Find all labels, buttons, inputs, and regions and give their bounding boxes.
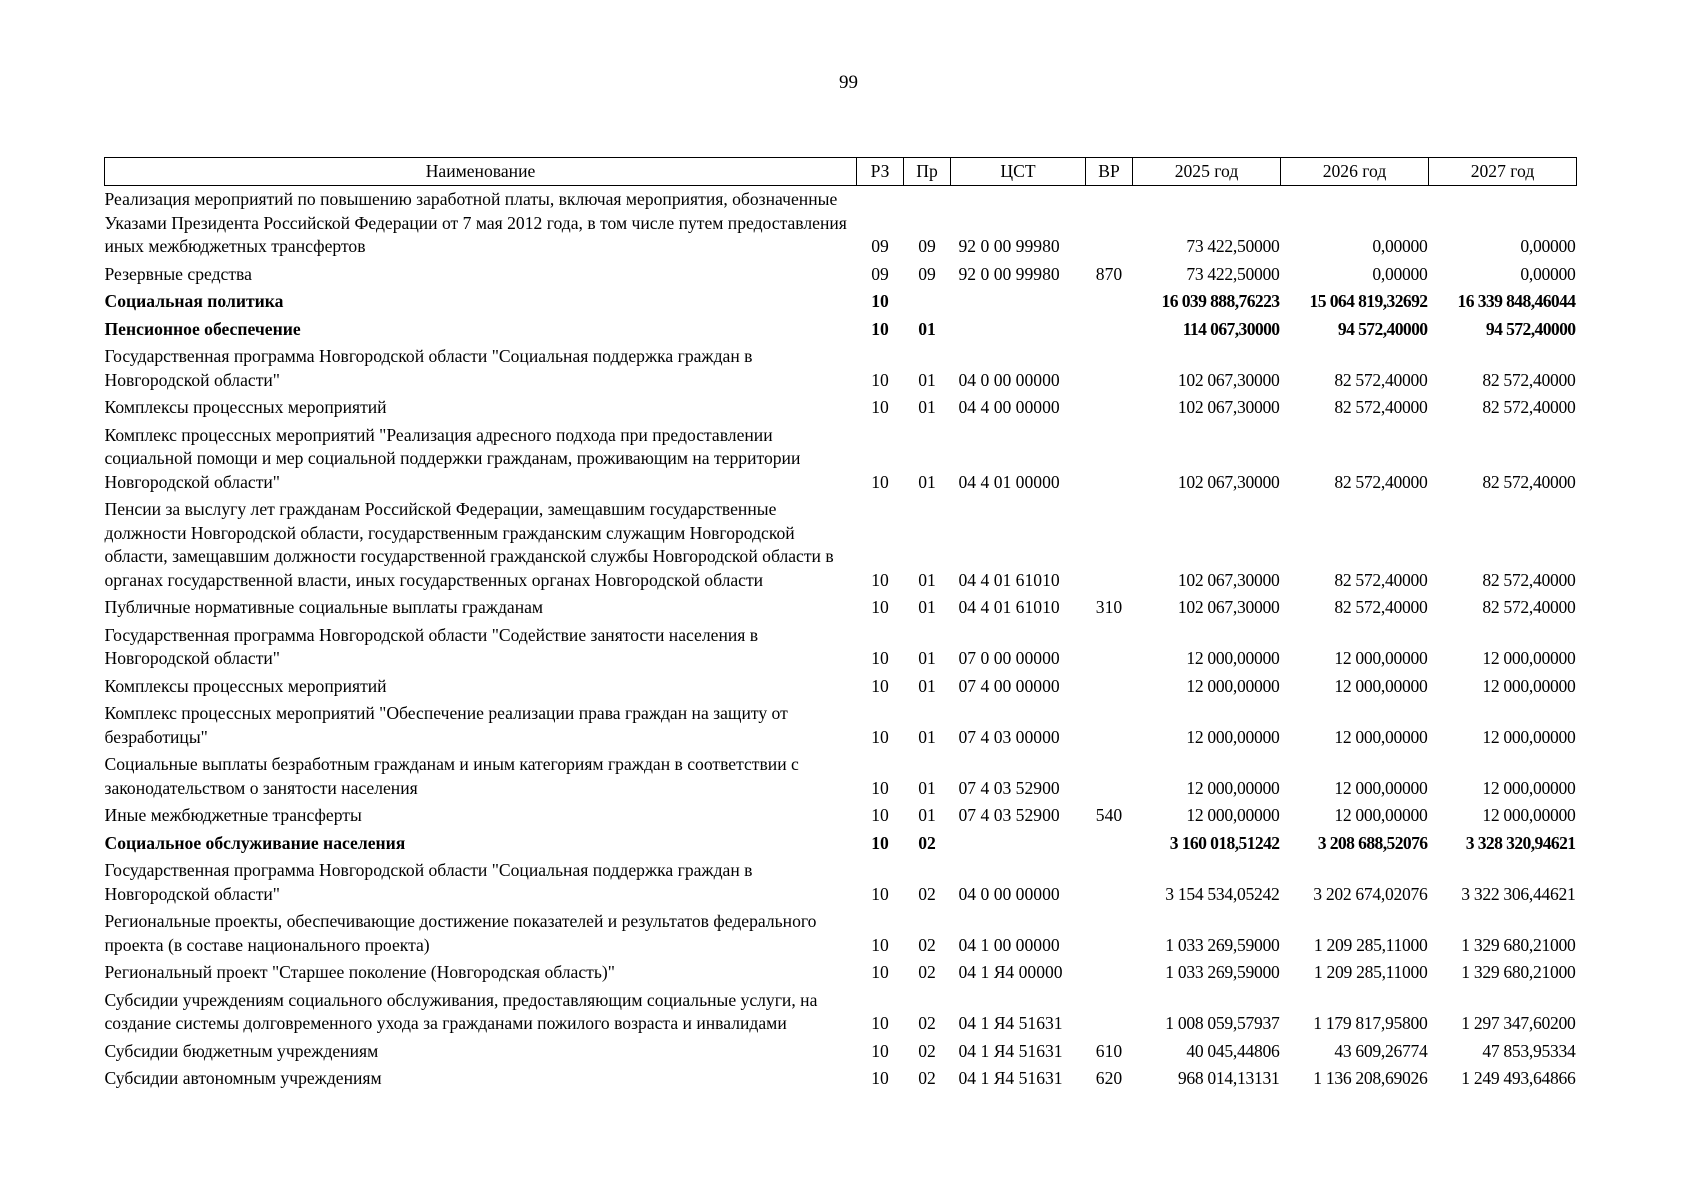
row-2027: 82 572,40000 — [1482, 471, 1576, 492]
table-row — [105, 751, 1577, 802]
row-2027: 82 572,40000 — [1482, 397, 1576, 417]
row-2025: 1 008 059,57937 — [1165, 1013, 1280, 1033]
row-rz: 10 — [871, 832, 889, 853]
page-number: 99 — [839, 72, 858, 93]
row-name: Комплекс процессных мероприятий "Обеспечение реализации права граждан на защиту от безработицы" — [104, 703, 788, 747]
row-2025: 12 000,00000 — [1186, 648, 1280, 668]
row-2025: 102 067,30000 — [1177, 471, 1280, 492]
header-pr: Пр — [904, 158, 951, 186]
row-rz: 10 — [871, 397, 889, 417]
row-2026: 0,00000 — [1372, 263, 1428, 284]
table-row — [105, 594, 1577, 622]
row-cst: 04 0 00 00000 — [958, 369, 1060, 390]
row-cst: 04 4 01 00000 — [958, 471, 1060, 492]
row-2026: 82 572,40000 — [1334, 369, 1428, 390]
row-cst: 04 1 Я4 51631 — [958, 1068, 1063, 1088]
row-2025: 102 067,30000 — [1177, 397, 1280, 417]
header-2026: 2026 год — [1281, 158, 1429, 186]
table-row — [105, 343, 1577, 394]
row-cst: 04 4 01 61010 — [958, 597, 1060, 617]
row-rz: 10 — [871, 777, 889, 798]
row-pr: 02 — [918, 1068, 936, 1088]
table-row — [105, 496, 1577, 594]
row-rz: 09 — [871, 263, 889, 284]
row-2027: 16 339 848,46044 — [1457, 291, 1576, 311]
row-pr: 01 — [918, 318, 936, 339]
row-2027: 1 329 680,21000 — [1461, 934, 1576, 955]
table-row — [105, 700, 1577, 751]
row-pr: 09 — [918, 263, 936, 284]
row-name: Комплексы процессных мероприятий — [104, 675, 387, 696]
row-name: Социальная политика — [104, 291, 284, 311]
table-row — [105, 857, 1577, 908]
row-cst: 07 4 03 52900 — [958, 805, 1060, 825]
row-pr: 02 — [918, 962, 936, 982]
row-vr — [1086, 751, 1133, 802]
row-rz: 10 — [871, 597, 889, 617]
row-name: Комплекс процессных мероприятий "Реализация адресного подхода при предоставлении социальной помощи и мер социальной поддержки гражданам, проживающим на территории Новгородской области" — [104, 424, 801, 492]
table-row-subsection — [105, 830, 1577, 858]
row-2027: 0,00000 — [1520, 263, 1576, 284]
row-pr: 02 — [918, 883, 936, 904]
row-2025: 73 422,50000 — [1186, 236, 1280, 256]
row-2025: 102 067,30000 — [1177, 597, 1280, 617]
row-pr: 01 — [918, 777, 936, 798]
row-name: Социальное обслуживание населения — [104, 832, 406, 853]
row-pr: 02 — [918, 832, 936, 853]
row-rz: 09 — [871, 236, 889, 256]
row-vr — [1086, 496, 1133, 594]
row-2025: 12 000,00000 — [1186, 726, 1280, 747]
row-vr — [1086, 422, 1133, 497]
row-cst — [951, 830, 1086, 858]
row-vr — [1086, 394, 1133, 422]
row-cst: 92 0 00 99980 — [958, 236, 1060, 256]
row-2026: 3 208 688,52076 — [1317, 832, 1428, 853]
row-cst: 04 4 01 61010 — [958, 569, 1060, 590]
row-2026: 82 572,40000 — [1334, 597, 1428, 617]
row-name: Региональный проект "Старшее поколение (Новгородская область)" — [104, 962, 615, 982]
header-name: Наименование — [105, 158, 857, 186]
row-pr: 01 — [918, 726, 936, 747]
header-2027: 2027 год — [1429, 158, 1577, 186]
row-2025: 12 000,00000 — [1186, 675, 1280, 696]
row-name: Реализация мероприятий по повышению заработной платы, включая мероприятия, обозначенные Указами Президента Российской Федерации от 7 мая 2012 года, в том числе путем предоставления иных межбюджетных трансфертов — [104, 189, 847, 256]
row-2026: 3 202 674,02076 — [1313, 883, 1428, 904]
row-rz: 10 — [871, 369, 889, 390]
row-cst: 07 4 03 52900 — [958, 777, 1060, 798]
row-2025: 40 045,44806 — [1186, 1040, 1280, 1061]
table-row — [105, 261, 1577, 289]
table-row — [105, 673, 1577, 701]
row-cst: 07 0 00 00000 — [958, 648, 1060, 668]
row-2026: 82 572,40000 — [1334, 397, 1428, 417]
budget-table — [104, 157, 1577, 1093]
row-vr: 620 — [1095, 1068, 1123, 1088]
row-name: Комплексы процессных мероприятий — [104, 397, 387, 417]
row-2025: 73 422,50000 — [1186, 263, 1280, 284]
row-cst: 04 1 Я4 51631 — [958, 1040, 1063, 1061]
row-name: Региональные проекты, обеспечивающие достижение показателей и результатов федерального проекта (в составе национального проекта) — [104, 911, 817, 955]
row-vr: 540 — [1095, 805, 1123, 825]
row-pr: 01 — [918, 648, 936, 668]
row-vr — [1086, 830, 1133, 858]
row-2025: 12 000,00000 — [1186, 777, 1280, 798]
row-cst: 04 1 Я4 51631 — [958, 1013, 1063, 1033]
row-2025: 968 014,13131 — [1177, 1068, 1280, 1088]
row-name: Государственная программа Новгородской области "Социальная поддержка граждан в Новгородской области" — [104, 346, 753, 390]
table-row — [105, 987, 1577, 1038]
row-vr — [1086, 622, 1133, 673]
row-2026: 82 572,40000 — [1334, 471, 1428, 492]
row-2026: 12 000,00000 — [1334, 675, 1428, 696]
row-name: Пенсии за выслугу лет гражданам Российской Федерации, замещавшим государственные должности Новгородской области, государственным гражданским служащим Новгородской области, замещавшим должности государственной гражданской службы Новгородской области в органах государственной власти, иных государственных органах Новгородской области — [104, 499, 834, 590]
table-row-section — [105, 288, 1577, 316]
row-vr — [1086, 987, 1133, 1038]
row-rz: 10 — [871, 648, 889, 668]
row-2027: 1 297 347,60200 — [1461, 1013, 1576, 1033]
row-2027: 12 000,00000 — [1482, 805, 1576, 825]
table-body — [105, 186, 1577, 1093]
row-2026: 12 000,00000 — [1334, 648, 1428, 668]
row-vr — [1086, 857, 1133, 908]
row-2026: 43 609,26774 — [1334, 1040, 1428, 1061]
row-pr — [904, 288, 951, 316]
row-pr: 01 — [918, 805, 936, 825]
row-rz: 10 — [871, 805, 889, 825]
row-cst — [951, 316, 1086, 344]
row-pr: 01 — [918, 597, 936, 617]
row-rz: 10 — [871, 291, 889, 311]
row-name: Государственная программа Новгородской области "Социальная поддержка граждан в Новгородской области" — [104, 860, 753, 904]
row-rz: 10 — [871, 318, 889, 339]
row-name: Государственная программа Новгородской области "Содействие занятости населения в Новгородской области" — [104, 624, 759, 668]
row-vr — [1086, 186, 1133, 261]
row-vr — [1086, 288, 1133, 316]
row-rz: 10 — [871, 883, 889, 904]
row-name: Пенсионное обеспечение — [104, 318, 301, 339]
row-rz: 10 — [871, 569, 889, 590]
row-cst: 04 4 00 00000 — [958, 397, 1060, 417]
row-2026: 15 064 819,32692 — [1309, 291, 1428, 311]
row-name: Субсидии бюджетным учреждениям — [104, 1040, 379, 1061]
row-2026: 94 572,40000 — [1337, 318, 1428, 339]
table-row — [105, 186, 1577, 261]
row-rz: 10 — [871, 934, 889, 955]
row-2025: 1 033 269,59000 — [1165, 934, 1280, 955]
table-row — [105, 959, 1577, 987]
header-vr: ВР — [1086, 158, 1133, 186]
row-cst: 04 1 Я4 00000 — [958, 962, 1063, 982]
row-pr: 02 — [918, 1013, 936, 1033]
table-header — [105, 158, 1577, 186]
row-2025: 102 067,30000 — [1177, 569, 1280, 590]
row-2027: 12 000,00000 — [1482, 648, 1576, 668]
row-2026: 1 136 208,69026 — [1313, 1068, 1428, 1088]
row-2027: 12 000,00000 — [1482, 777, 1576, 798]
row-2026: 1 209 285,11000 — [1313, 962, 1428, 982]
row-pr: 01 — [918, 471, 936, 492]
row-2025: 1 033 269,59000 — [1165, 962, 1280, 982]
table-row — [105, 1038, 1577, 1066]
row-2027: 82 572,40000 — [1482, 597, 1576, 617]
row-cst: 04 0 00 00000 — [958, 883, 1060, 904]
header-cst: ЦСТ — [951, 158, 1086, 186]
header-rz: РЗ — [857, 158, 904, 186]
row-pr: 01 — [918, 675, 936, 696]
row-name: Резервные средства — [104, 263, 252, 284]
table-row — [105, 394, 1577, 422]
row-vr — [1086, 316, 1133, 344]
row-rz: 10 — [871, 471, 889, 492]
row-2025: 3 154 534,05242 — [1165, 883, 1280, 904]
table-row — [105, 908, 1577, 959]
row-2027: 12 000,00000 — [1482, 675, 1576, 696]
row-2027: 3 322 306,44621 — [1461, 883, 1576, 904]
row-2027: 94 572,40000 — [1485, 318, 1576, 339]
table-row-subsection — [105, 316, 1577, 344]
row-2026: 1 179 817,95800 — [1313, 1013, 1428, 1033]
row-name: Субсидии учреждениям социального обслуживания, предоставляющим социальные услуги, на создание системы долговременного ухода за гражданами пожилого возраста и инвалидами — [104, 989, 818, 1033]
table-row — [105, 422, 1577, 497]
row-pr: 02 — [918, 1040, 936, 1061]
row-rz: 10 — [871, 675, 889, 696]
row-vr: 610 — [1095, 1040, 1123, 1061]
header-2025: 2025 год — [1133, 158, 1281, 186]
row-vr — [1086, 700, 1133, 751]
row-pr: 01 — [918, 397, 936, 417]
row-vr — [1086, 959, 1133, 987]
row-2027: 12 000,00000 — [1482, 726, 1576, 747]
row-vr — [1086, 908, 1133, 959]
row-vr: 870 — [1095, 263, 1123, 284]
row-rz: 10 — [871, 1013, 889, 1033]
row-pr: 02 — [918, 934, 936, 955]
table-row — [105, 1065, 1577, 1093]
row-2027: 1 329 680,21000 — [1461, 962, 1576, 982]
row-2025: 102 067,30000 — [1177, 369, 1280, 390]
row-2026: 82 572,40000 — [1334, 569, 1428, 590]
row-cst: 04 1 00 00000 — [958, 934, 1060, 955]
row-2027: 82 572,40000 — [1482, 369, 1576, 390]
row-rz: 10 — [871, 1040, 889, 1061]
row-vr — [1086, 673, 1133, 701]
row-name: Социальные выплаты безработным гражданам и иным категориям граждан в соответствии с законодательством о занятости населения — [104, 754, 799, 798]
row-pr: 01 — [918, 569, 936, 590]
row-2027: 82 572,40000 — [1482, 569, 1576, 590]
row-2026: 0,00000 — [1372, 236, 1428, 256]
row-2027: 3 328 320,94621 — [1465, 832, 1576, 853]
row-2026: 12 000,00000 — [1334, 726, 1428, 747]
table-row — [105, 802, 1577, 830]
row-cst: 07 4 03 00000 — [958, 726, 1060, 747]
row-2027: 1 249 493,64866 — [1461, 1068, 1576, 1088]
row-pr: 01 — [918, 369, 936, 390]
row-2027: 47 853,95334 — [1482, 1040, 1576, 1061]
row-2026: 12 000,00000 — [1334, 777, 1428, 798]
row-2026: 12 000,00000 — [1334, 805, 1428, 825]
row-vr — [1086, 343, 1133, 394]
row-rz: 10 — [871, 1068, 889, 1088]
table-row — [105, 622, 1577, 673]
row-2025: 3 160 018,51242 — [1169, 832, 1280, 853]
row-name: Субсидии автономным учреждениям — [104, 1068, 382, 1088]
row-2025: 114 067,30000 — [1182, 318, 1280, 339]
row-cst: 07 4 00 00000 — [958, 675, 1060, 696]
row-2025: 16 039 888,76223 — [1161, 291, 1280, 311]
row-2025: 12 000,00000 — [1186, 805, 1280, 825]
row-cst: 92 0 00 99980 — [958, 263, 1060, 284]
row-pr: 09 — [918, 236, 936, 256]
row-cst — [951, 288, 1086, 316]
row-name: Иные межбюджетные трансферты — [104, 805, 362, 825]
row-rz: 10 — [871, 962, 889, 982]
row-2027: 0,00000 — [1520, 236, 1576, 256]
row-vr: 310 — [1095, 597, 1123, 617]
row-rz: 10 — [871, 726, 889, 747]
row-name: Публичные нормативные социальные выплаты гражданам — [104, 597, 544, 617]
row-2026: 1 209 285,11000 — [1313, 934, 1428, 955]
